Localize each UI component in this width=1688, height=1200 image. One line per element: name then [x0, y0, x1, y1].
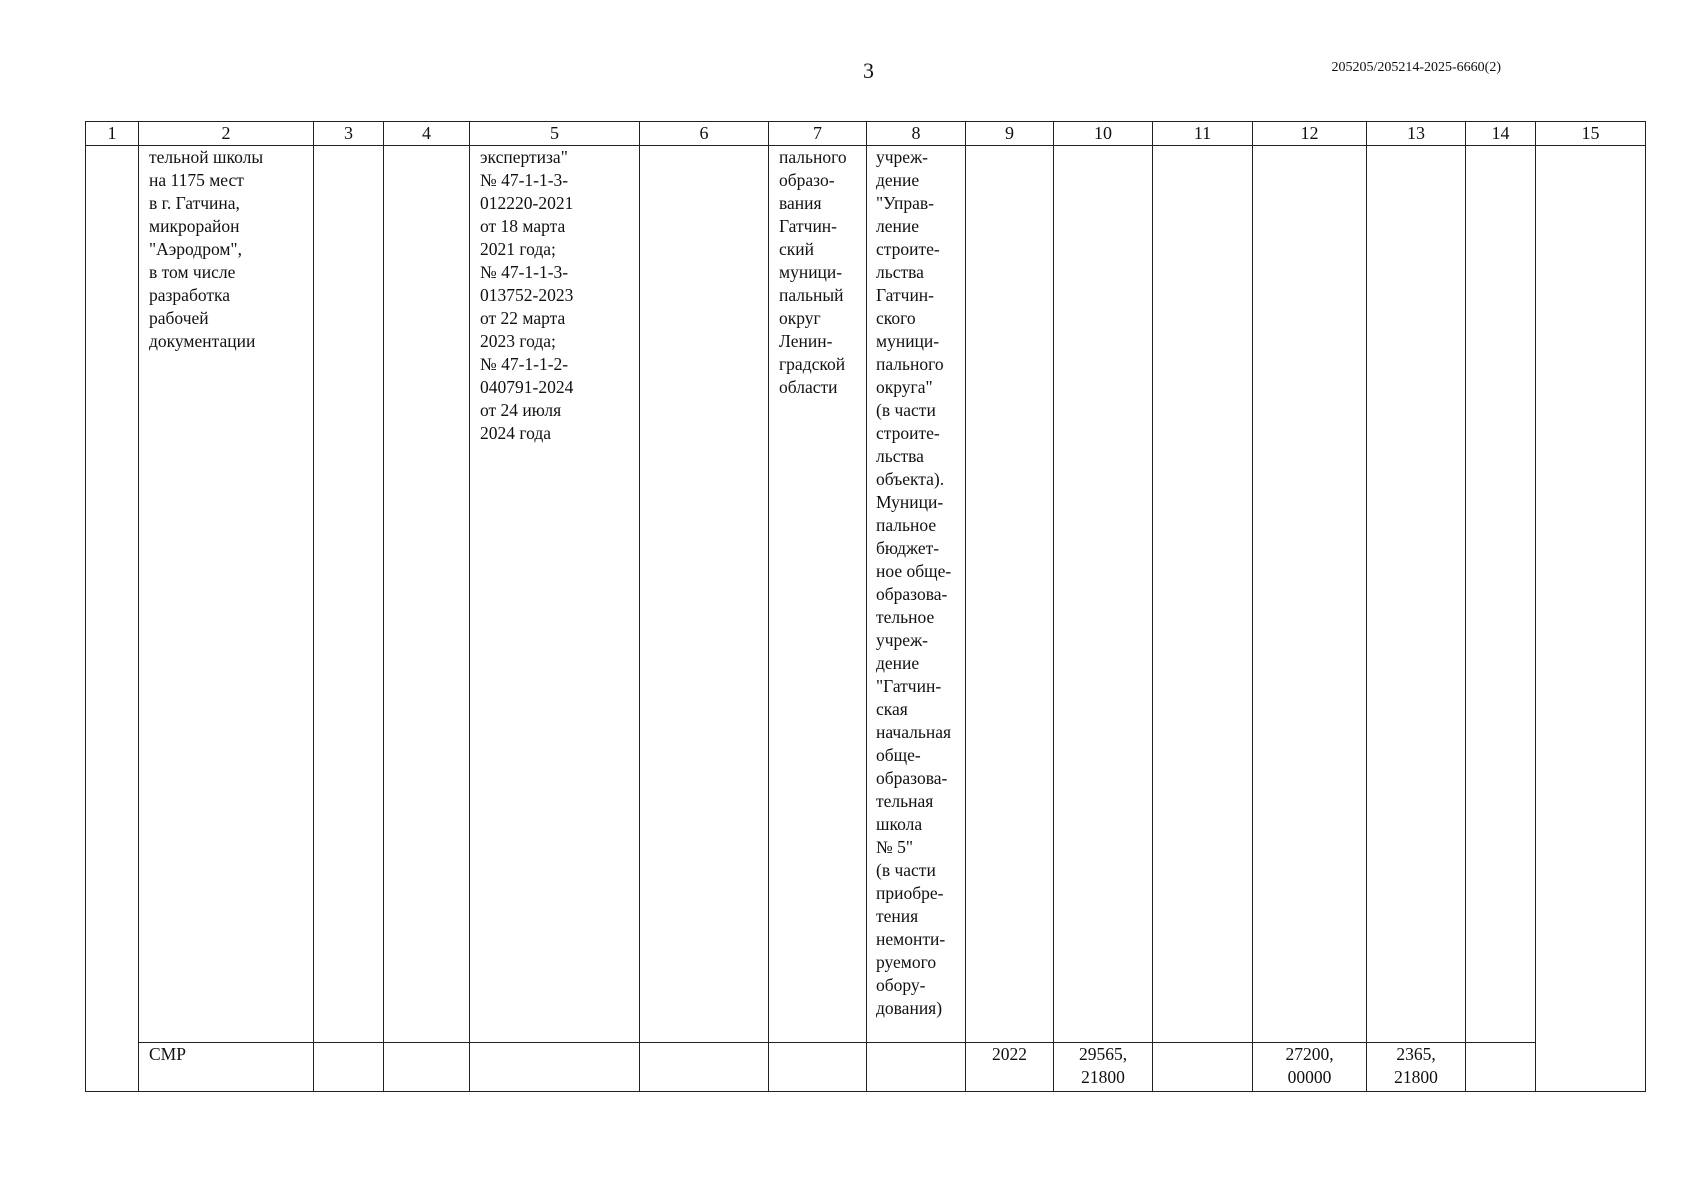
table-cell-col11 — [1153, 146, 1253, 1043]
expertise-text: экспертиза" № 47-1-1-3- 012220-2021 от 18 марта 2021 года; № 47-1-1-3- 013752-2023 от 22 марта 2023 года; № 47-1-1-2- 040791-2024 от 24 июля 2024 года — [480, 147, 574, 443]
customer-text: учреж- дение "Управ- ление строите- льства Гатчин- ского муници- пального округа" (в части строите- льства объекта). Муници- пальное бюджет- ное обще- образова- тельное учреж- дение "Гатчин- ская начальная обще- образова- тельная школа № 5" (в части приобре- тения немонти- руемого обору- дования) — [876, 147, 952, 1018]
table-cell-col4 — [384, 146, 470, 1043]
table-cell-col5 — [470, 1043, 640, 1092]
total-value: 29565, 21800 — [1078, 1044, 1128, 1087]
table-cell-col14 — [1466, 1043, 1536, 1092]
header-row — [86, 122, 1646, 146]
table-cell-col3 — [314, 1043, 384, 1092]
table-cell-col9 — [966, 146, 1054, 1043]
table-cell-col8 — [867, 1043, 966, 1092]
header-cell: 13 — [1367, 122, 1466, 146]
year-cell — [966, 1043, 1054, 1092]
table-cell-col6 — [640, 146, 769, 1043]
header-cell: 15 — [1536, 122, 1646, 146]
header-cell: 12 — [1253, 122, 1367, 146]
amount12-value: 27200, 00000 — [1285, 1044, 1334, 1087]
table-cell-col7 — [769, 1043, 867, 1092]
header-cell: 8 — [867, 122, 966, 146]
amount12-cell — [1253, 1043, 1367, 1092]
header-cell: 7 — [769, 122, 867, 146]
header-cell: 5 — [470, 122, 640, 146]
amount13-cell — [1367, 1043, 1466, 1092]
amount13-value: 2365, 21800 — [1394, 1044, 1438, 1087]
table-cell-col10 — [1054, 146, 1153, 1043]
smr-label-cell — [139, 1043, 314, 1092]
year-value: 2022 — [992, 1044, 1027, 1064]
table-cell-col12 — [1253, 146, 1367, 1043]
header-cell: 2 — [139, 122, 314, 146]
header-cell: 1 — [86, 122, 139, 146]
table-cell-col13 — [1367, 146, 1466, 1043]
document-code: 205205/205214-2025-6660(2) — [1331, 60, 1501, 75]
table-cell-col6 — [640, 1043, 769, 1092]
header-cell: 10 — [1054, 122, 1153, 146]
municipality-text: пального образо- вания Гатчин- ский муници- пальный округ Ленин- градской области — [779, 147, 847, 397]
header-cell: 11 — [1153, 122, 1253, 146]
table-cell-col15 — [1536, 146, 1646, 1092]
customer-cell — [867, 146, 966, 1043]
object-name-text: тельной школы на 1175 мест в г. Гатчина, микрорайон "Аэродром", в том числе разработка рабочей документации — [149, 147, 264, 351]
table-cell-col1 — [86, 146, 139, 1092]
header-cell: 14 — [1466, 122, 1536, 146]
object-name-cell — [139, 146, 314, 1043]
header-cell: 3 — [314, 122, 384, 146]
smr-label: СМР — [149, 1044, 186, 1064]
header-cell: 6 — [640, 122, 769, 146]
header-cell: 9 — [966, 122, 1054, 146]
table-row — [86, 146, 1646, 1043]
data-table — [85, 121, 1646, 1092]
table-row-smr — [86, 1043, 1646, 1092]
expertise-cell — [470, 146, 640, 1043]
page-number: 3 — [863, 58, 874, 83]
municipality-cell — [769, 146, 867, 1043]
table-cell-col14 — [1466, 146, 1536, 1043]
table-cell-col11 — [1153, 1043, 1253, 1092]
header-cell: 4 — [384, 122, 470, 146]
table-cell-col3 — [314, 146, 384, 1043]
table-cell-col4 — [384, 1043, 470, 1092]
total-cell — [1054, 1043, 1153, 1092]
